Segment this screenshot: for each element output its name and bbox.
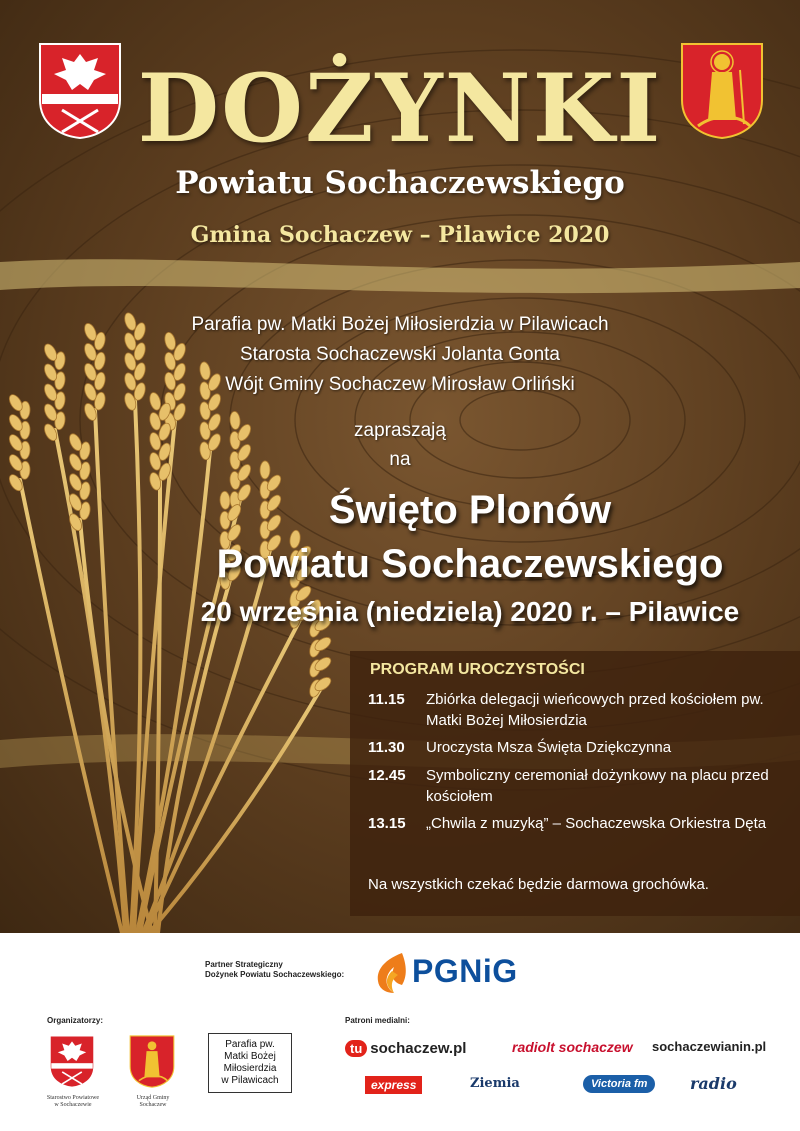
tu-badge: tu — [345, 1040, 367, 1057]
parish-box — [208, 1033, 292, 1093]
program-note: Na wszystkich czekać będzie darmowa grochówka. — [368, 876, 709, 893]
poster-title: DOŻYNKI — [137, 54, 663, 164]
organizer-caption — [118, 1095, 188, 1109]
organizer-caption — [38, 1095, 108, 1109]
wheat-stalk — [155, 480, 160, 933]
host-wojt: Wójt Gminy Sochaczew Mirosław Orliński — [225, 374, 575, 395]
program-text: Symboliczny ceremoniał dożynkowy na placu przed kościołem — [426, 767, 769, 805]
program-text: „Chwila z muzyką” – Sochaczewska Orkiestra Dęta — [426, 815, 767, 832]
patrons-label: Patroni medialni: — [345, 1016, 410, 1025]
caption-line: Starostwo Powiatowe — [46, 1095, 100, 1101]
caption-line: w Sochaczewie — [54, 1102, 92, 1108]
program-time: 13.15 — [368, 815, 406, 832]
gmina-line: Gmina Sochaczew – Pilawice 2020 — [190, 222, 610, 248]
media-express: express — [365, 1076, 422, 1094]
program-text: Zbiórka delegacji wieńcowych przed kościołem pw. Matki Bożej Miłosierdzia — [426, 691, 764, 729]
event-date: 20 września (niedziela) 2020 r. – Pilawice — [200, 596, 740, 627]
partner-label — [205, 960, 344, 980]
program-time: 11.15 — [368, 691, 405, 708]
wheat-stalk — [20, 480, 122, 933]
media-name: sochaczew.pl — [370, 1040, 467, 1057]
saint-with-scythe-crest-icon — [128, 1033, 176, 1089]
program-text: Uroczysta Msza Święta Dziękczynna — [426, 739, 672, 756]
media-sochaczewianin: sochaczewianin.pl — [652, 1039, 767, 1054]
white-eagle-crossed-swords-crest-icon — [48, 1033, 96, 1089]
invite-line: zapraszają — [354, 420, 446, 441]
program-panel — [350, 651, 800, 916]
program-title: PROGRAM UROCZYSTOŚCI — [370, 661, 585, 678]
media-victoria: Victoria fm — [583, 1075, 655, 1093]
partner-label-line: Partner Strategiczny — [205, 960, 283, 969]
event-county: Powiatu Sochaczewskiego — [216, 542, 724, 586]
program-time: 12.45 — [368, 767, 406, 784]
parish-line: Parafia pw. — [225, 1039, 275, 1050]
parish-line: Miłosierdzia — [223, 1063, 277, 1074]
organizers-label: Organizatorzy: — [47, 1016, 104, 1025]
host-starosta: Starosta Sochaczewski Jolanta Gonta — [239, 344, 560, 365]
media-ziemia: Ziemia — [470, 1076, 520, 1091]
parish-line: w Pilawicach — [221, 1075, 279, 1086]
pgnig-flame-icon — [372, 951, 410, 995]
caption-line: Urząd Gminy — [136, 1095, 170, 1101]
sponsors-footer — [0, 933, 800, 1131]
partner-label-line: Dożynek Powiatu Sochaczewskiego: — [205, 970, 345, 979]
invite-on-line: na — [389, 449, 411, 470]
poster-subtitle: Powiatu Sochaczewskiego — [175, 165, 625, 201]
wheat-stalk — [146, 620, 300, 933]
event-name: Święto Plonów — [328, 488, 612, 532]
media-tusochaczew — [345, 1040, 466, 1057]
pgnig-logo-text: PGNiG — [412, 953, 518, 989]
media-radiolt: radiolt sochaczew — [512, 1039, 633, 1055]
host-parish: Parafia pw. Matki Bożej Miłosierdzia w Pilawicach — [191, 314, 609, 335]
media-radio: radio — [690, 1074, 737, 1093]
parish-line: Matki Bożej — [224, 1051, 276, 1062]
program-time: 11.30 — [368, 739, 405, 756]
caption-line: Sochaczew — [139, 1102, 167, 1108]
